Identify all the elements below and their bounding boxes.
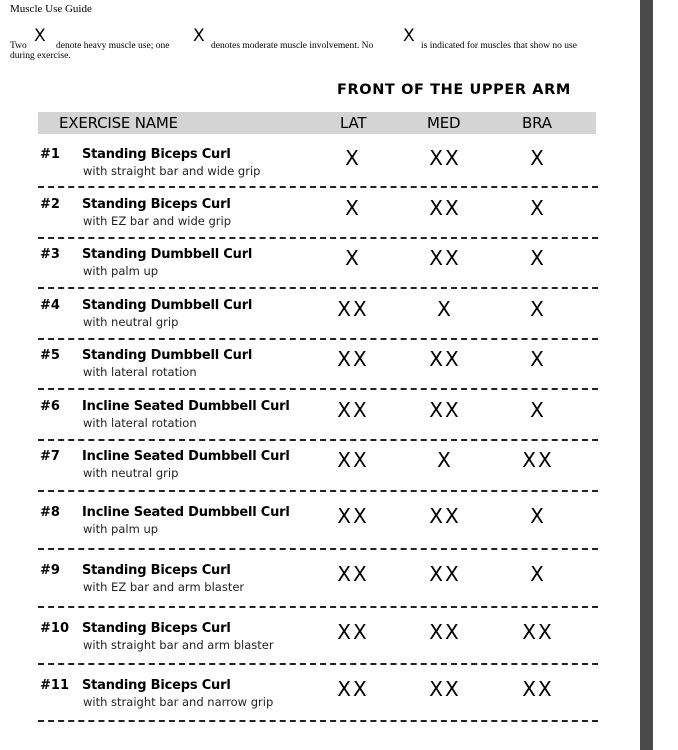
exercise-variation: with straight bar and arm blaster [83,638,274,652]
bra-mark: X [530,146,546,170]
row-number: #4 [40,298,60,313]
row-divider [38,663,598,665]
med-mark: XX [429,146,461,170]
exercise-name-header: EXERCISE NAME [59,114,178,132]
legend [10,28,640,68]
row-divider [38,338,598,340]
exercise-name: Standing Dumbbell Curl [82,348,253,363]
exercise-variation: with straight bar and wide grip [83,164,261,178]
row-divider [38,287,598,289]
med-mark: XX [429,196,461,220]
exercise-variation: with straight bar and narrow grip [83,695,274,709]
lat-mark: XX [337,677,369,701]
bra-mark: XX [522,620,554,644]
bra-mark: XX [522,677,554,701]
med-mark: XX [429,620,461,644]
med-mark: XX [429,504,461,528]
bra-mark: X [530,562,546,586]
row-number: #2 [40,197,60,212]
legend-text-4: is indicated for muscles that show no use [421,41,577,51]
bra-mark: XX [522,448,554,472]
legend-text-2: denote heavy muscle use; one [56,41,170,51]
exercise-variation: with EZ bar and wide grip [83,214,232,228]
exercise-name: Incline Seated Dumbbell Curl [82,505,290,520]
row-number: #11 [40,678,69,693]
lat-mark: XX [337,504,369,528]
none-x-symbol: X [403,26,415,46]
row-number: #10 [40,621,69,636]
lat-mark: XX [337,398,369,422]
lat-mark: XX [337,562,369,586]
lat-mark: XX [337,347,369,371]
exercise-variation: with palm up [83,264,159,278]
exercise-variation: with palm up [83,522,159,536]
med-header: MED [427,114,461,132]
legend-text-5: during exercise. [10,51,71,61]
vertical-scrollbar[interactable] [640,0,653,750]
exercise-variation: with lateral rotation [83,416,197,430]
lat-mark: X [345,196,361,220]
section-title: FRONT OF THE UPPER ARM [337,82,571,98]
moderate-x-symbol: X [193,26,205,46]
row-divider [38,606,598,608]
exercise-name: Standing Biceps Curl [82,563,231,578]
row-number: #7 [40,449,60,464]
exercise-variation: with EZ bar and arm blaster [83,580,245,594]
exercise-name: Standing Dumbbell Curl [82,298,253,313]
row-number: #5 [40,348,60,363]
table-header [38,112,596,134]
row-number: #3 [40,247,60,262]
med-mark: X [437,297,453,321]
row-number: #6 [40,399,60,414]
lat-mark: XX [337,297,369,321]
exercise-variation: with lateral rotation [83,365,197,379]
exercise-variation: with neutral grip [83,315,179,329]
bra-mark: X [530,504,546,528]
bra-mark: X [530,347,546,371]
heavy-x-symbol: X [34,26,46,46]
lat-mark: X [345,246,361,270]
legend-text-1: Two [10,41,27,51]
lat-mark: X [345,146,361,170]
exercise-variation: with neutral grip [83,466,179,480]
exercise-name: Standing Biceps Curl [82,678,231,693]
page-title: Muscle Use Guide [10,3,92,15]
exercise-name: Incline Seated Dumbbell Curl [82,449,290,464]
row-number: #8 [40,505,60,520]
row-divider [38,439,598,441]
bra-mark: X [530,398,546,422]
bra-mark: X [530,297,546,321]
lat-header: LAT [340,114,367,132]
bra-mark: X [530,196,546,220]
row-number: #1 [40,147,60,162]
row-divider [38,490,598,492]
bra-header: BRA [522,114,552,132]
legend-text-3: denotes moderate muscle involvement. No [211,41,374,51]
bra-mark: X [530,246,546,270]
row-divider [38,548,598,550]
row-number: #9 [40,563,60,578]
row-divider [38,720,598,722]
exercise-name: Standing Dumbbell Curl [82,247,253,262]
row-divider [38,237,598,239]
med-mark: XX [429,677,461,701]
exercise-name: Standing Biceps Curl [82,197,231,212]
row-divider [38,388,598,390]
exercise-name: Standing Biceps Curl [82,147,231,162]
med-mark: XX [429,398,461,422]
row-divider [38,186,598,188]
med-mark: XX [429,562,461,586]
med-mark: X [437,448,453,472]
lat-mark: XX [337,448,369,472]
med-mark: XX [429,347,461,371]
lat-mark: XX [337,620,369,644]
med-mark: XX [429,246,461,270]
exercise-name: Standing Biceps Curl [82,621,231,636]
exercise-name: Incline Seated Dumbbell Curl [82,399,290,414]
